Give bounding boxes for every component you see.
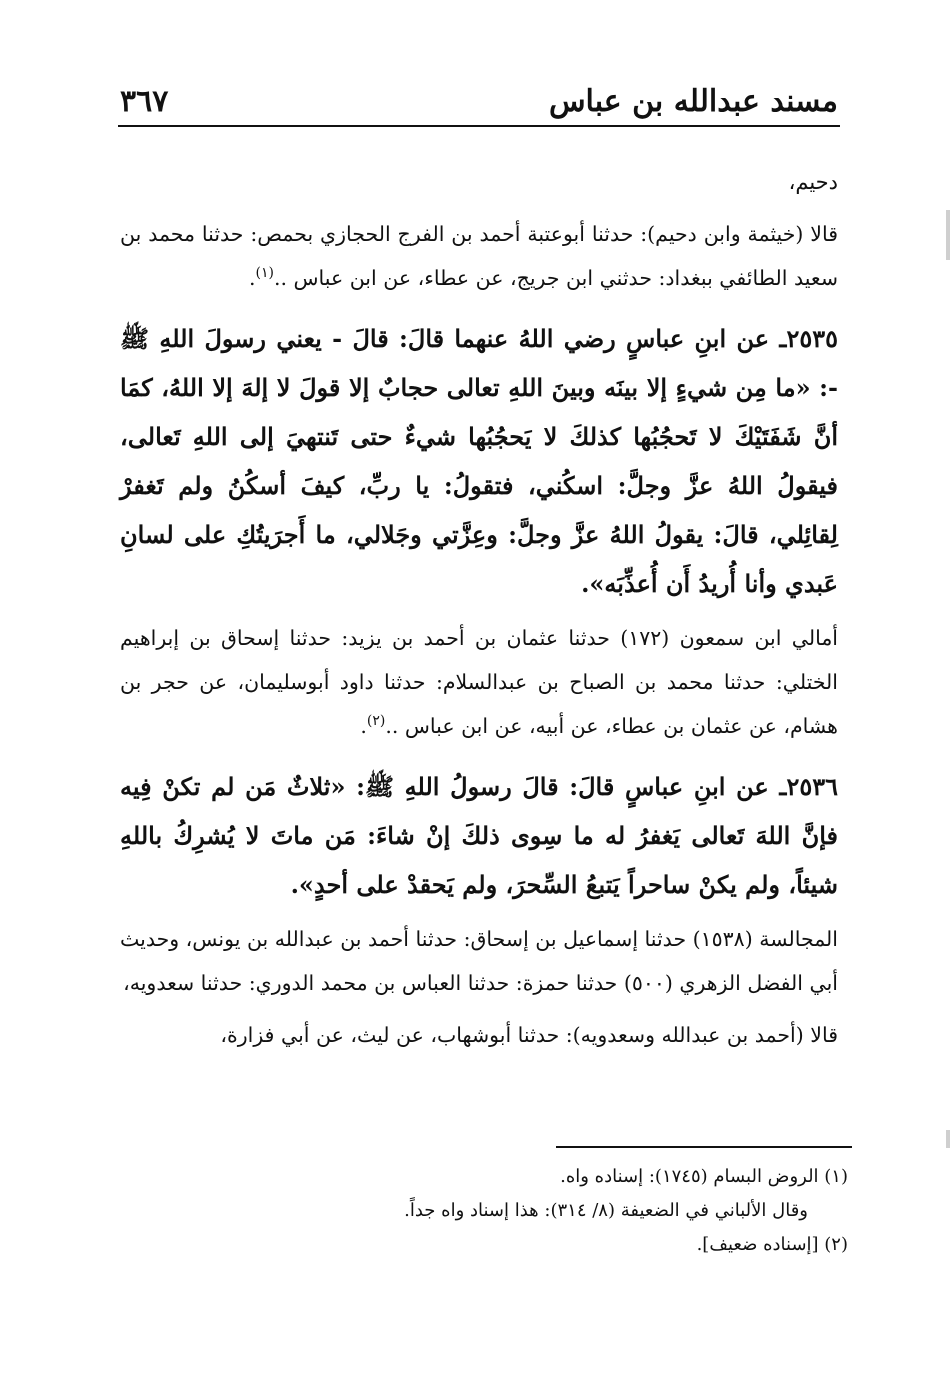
spacer <box>120 608 838 616</box>
scan-edge-mark <box>946 1130 950 1148</box>
footnote-ref-2[interactable]: (٢) <box>366 713 386 730</box>
hadith-number: ٢٥٣٦ <box>786 772 838 801</box>
paragraph-continuation: دحيم، <box>788 170 838 194</box>
spacer <box>120 204 838 212</box>
paragraph-isnad-4: قالا (أحمد بن عبدالله وسعدويه): حدثنا أبوشهاب، عن ليث، عن أبي فزارة، <box>220 1023 838 1047</box>
period: . <box>360 714 367 738</box>
page-header <box>120 78 838 122</box>
header-rule <box>118 125 840 127</box>
running-head: مسند عبدالله بن عباس <box>548 84 838 119</box>
spacer <box>120 909 838 917</box>
footnote-rule <box>556 1146 852 1148</box>
main-text <box>120 160 838 1057</box>
period: . <box>248 266 256 290</box>
spacer <box>120 300 838 314</box>
footnote-1-continued: وقال الألباني في الضعيفة (٨/ ٣١٤): هذا إسناد واه جداً. <box>404 1200 808 1221</box>
spacer <box>120 1005 838 1013</box>
isnad-text: أمالي ابن سمعون (١٧٢) حدثنا عثمان بن أحمد بن يزيد: حدثنا إسحاق بن إبراهيم الختلي: حدثنا محمد بن الصباح بن عبدالسلام: حدثنا داود أبوسليمان، عن حجر بن هشام، عن عثمان بن عطاء، عن أبيه، عن ابن عباس .. <box>120 626 838 738</box>
hadith-number: ٢٥٣٥ <box>786 324 838 353</box>
page-number: ٣٦٧ <box>120 84 169 119</box>
spacer <box>120 748 838 762</box>
hadith-2535 <box>120 314 838 608</box>
paragraph-isnad-2 <box>120 616 838 748</box>
isnad-text: قالا (خيثمة وابن دحيم): حدثنا أبوعتبة أحمد بن الفرج الحجازي بحمص: حدثنا محمد بن سعيد الطائفي ببغداد: حدثني ابن جريج، عن عطاء، عن ابن عباس .. <box>120 222 838 290</box>
footnote-ref-1[interactable]: (١) <box>255 265 274 282</box>
hadith-text: ـ عن ابنِ عباسٍ رضي اللهُ عنهما قالَ: قالَ - يعني رسولَ اللهِ ﷺ -: «ما مِن شيءٍ إلا بينَه وبينَ اللهِ تعالى حجابٌ إلا قولَ لا إلهَ إلا اللهُ، كمَا أنَّ شَفَتَيْكَ لا تَحجُبُها كذلكَ لا يَحجُبُها شيءٌ حتى تَنتهيَ إلى اللهِ تَعالى، فيقولُ اللهُ عزَّ وجلَّ: اسكُني، فتقولُ: يا ربِّ، كيفَ أسكُنُ ولم تَغفرْ لِقائِلي، قالَ: يقولُ اللهُ عزَّ وجلَّ: وعِزَّتي وجَلالي، ما أَجرَيتُكِ على لسانِ عَبدي وأنا أُريدُ أَن أُعذِّبَه». <box>120 324 838 598</box>
footnote-1: (١) الروض البسام (١٧٤٥): إسناده واه. <box>560 1166 848 1187</box>
paragraph-isnad-1 <box>120 212 838 300</box>
paragraph-isnad-3: المجالسة (١٥٣٨) حدثنا إسماعيل بن إسحاق: حدثنا أحمد بن عبدالله بن يونس، وحديث أبي الفضل الزهري (٥٠٠) حدثنا حمزة: حدثنا العباس بن محمد الدوري: حدثنا سعدويه، <box>120 927 838 995</box>
footnotes <box>140 1160 848 1262</box>
hadith-2536 <box>120 762 838 909</box>
hadith-text: ـ عن ابنِ عباسٍ قالَ: قالَ رسولُ اللهِ ﷺ: «ثلاثٌ مَن لم تكنْ فِيه فإنَّ اللهَ تَعالى يَغفرُ له ما سِوى ذلكَ إنْ شاءَ: مَن ماتَ لا يُشرِكُ باللهِ شيئاً، ولم يكنْ ساحراً يَتبعُ السِّحرَ، ولم يَحقدْ على أحدٍ». <box>120 772 838 899</box>
scan-edge-mark <box>946 210 950 260</box>
footnote-2: (٢) [إسناده ضعيف]. <box>696 1234 848 1255</box>
